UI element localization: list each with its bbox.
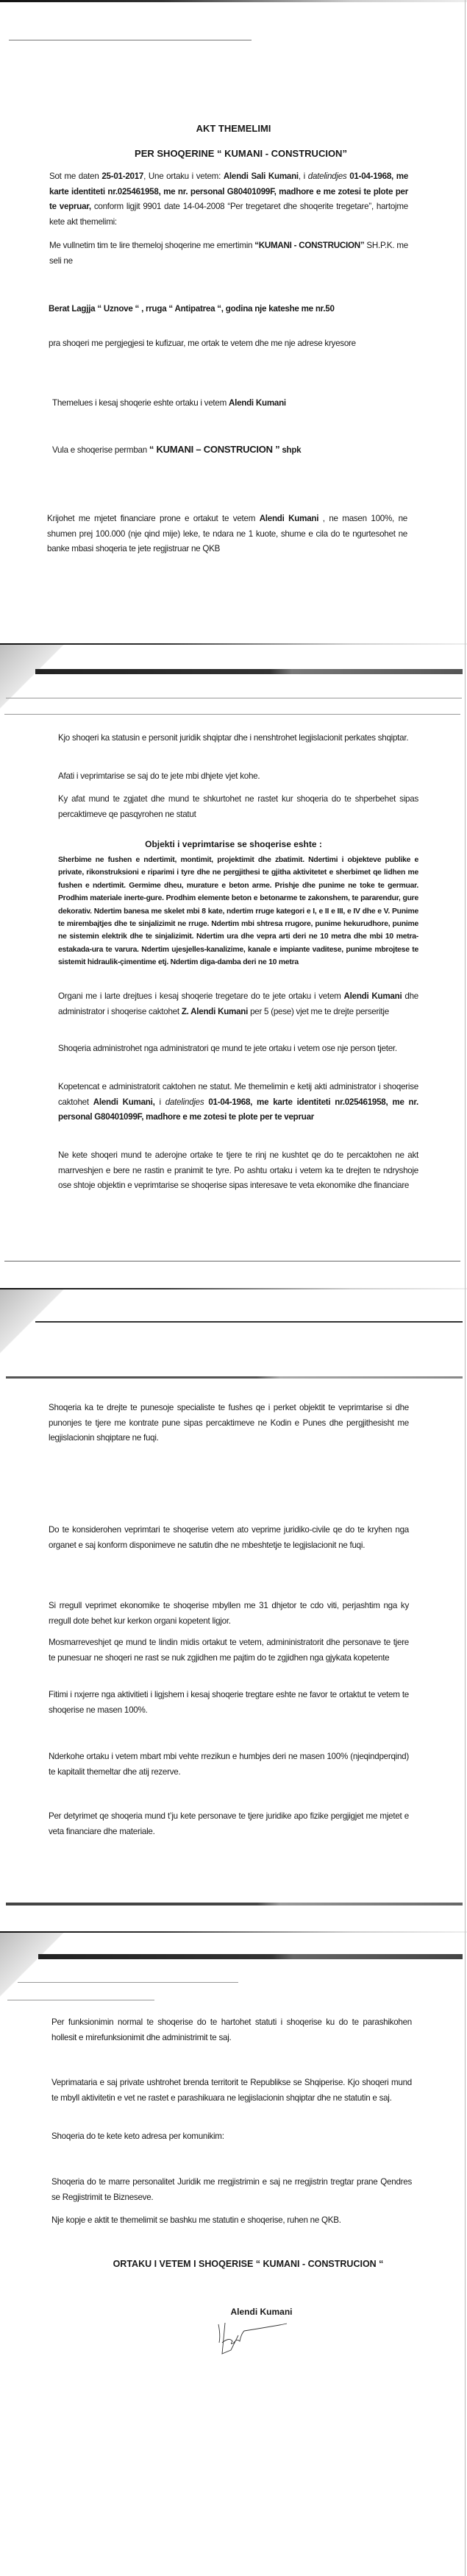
- text: Krijohet me mjetet financiare prone e ortakut te vetem: [47, 514, 260, 523]
- paragraph-addresses: Shoqeria do te kete keto adresa per komunikim:: [51, 2131, 224, 2141]
- scan-page-edge: [0, 1288, 467, 1289]
- paragraph-new-partners: Ne kete shoqeri mund te aderojne ortake te tjere te rinj ne kushtet qe do te percaktohen ne akt marrveshjen e bere ne rastin e pranimit te tyre. Po ashtu ortaku i vetem ka te drejten te ndryshoje ose shtoje objektin e veprimtarise se shoqerise sipas interesave te veta ekonomike dhe financiare: [58, 1150, 418, 1191]
- scan-right-edge: [465, 0, 466, 2576]
- scan-bar: [6, 1376, 463, 1379]
- scan-page-edge: [0, 0, 467, 2]
- scan-line: [4, 714, 460, 715]
- paragraph-founder: [52, 396, 405, 411]
- signature-icon: [215, 2321, 288, 2357]
- company-name: “KUMANI - CONSTRUCION”: [254, 241, 365, 250]
- text: per 5 (pese) vjet me te drejte perseritje: [248, 1006, 389, 1016]
- text: Me vullnetim tim te lire themeloj shoqerine me emertimin: [49, 241, 255, 250]
- text: Kopetencat e administratorit caktohen ne statut. Me themelimin e ketij akti administrator i shoqerise caktohet: [58, 1082, 418, 1107]
- text: dhe administrator i shoqerise caktohet: [58, 991, 418, 1016]
- signatory-name: Alendi Kumani: [230, 2307, 293, 2317]
- paragraph-seal: [52, 442, 405, 459]
- paragraph-copy: Nje kopje e aktit te themelimit se bashku me statutin e shoqerise, ruhen ne QKB.: [51, 2215, 341, 2225]
- paragraph-fiscal-year: Si rregull veprimet ekonomike te shoqerise mbyllen me 31 dhjetor te cdo viti, perjashtim nga ky rregull dote behet kur kerkon organi kopetent ligjor.: [49, 1601, 409, 1626]
- paragraph-preamble: [49, 169, 408, 230]
- text: , Une ortaku i vetem:: [143, 171, 224, 181]
- scan-bar: [38, 1954, 463, 1959]
- closing-title: ORTAKU I VETEM I SHOQERISE “ KUMANI - CONSTRUCION “: [113, 2259, 384, 2269]
- scan-line: [18, 1982, 238, 1983]
- paragraph-governing-organ: [58, 989, 418, 1019]
- page-title: AKT THEMELIMI: [196, 123, 271, 134]
- scan-line: [4, 1261, 460, 1262]
- object-heading: Objekti i veprimtarise se shoqerise eshte :: [145, 839, 322, 849]
- text: , ne masen 100%, ne shumen prej 100.000 (nje qind mije) leke, te ndara ne 1 kuote, shume e cila do te ngurtesohet ne banke mbasi shoqeria te jete regjistruar ne QKB: [47, 514, 407, 554]
- paragraph-disputes: Mosmarreveshjet qe mund te lindin midis ortakut te vetem, admininistratorit dhe personave te tjere te punesuar ne shoqeri ne rast se nuk zgjidhen me pajtim do te zgjidhen nga gjykata kopetente: [49, 1638, 409, 1663]
- administrator-id-details: 01-04-1968, me karte identiteti nr.025461958, me nr. personal G80401099F, madhore e me zotesi te plote per te vepruar: [58, 1097, 418, 1122]
- paragraph-duration-change: Ky afat mund te zgjatet dhe mund te shkurtohet ne rastet kur shoqeria do te shperbehet sipas percaktimeve qe pasqyrohen ne statut: [58, 794, 418, 819]
- paragraph-administration: Shoqeria administrohet nga administratori qe mund te jete ortaku i vetem ose nje person tjeter.: [58, 1044, 397, 1053]
- founding-date: 25-01-2017: [101, 171, 144, 181]
- text: Themelues i kesaj shoqerie eshte ortaku i vetem: [52, 398, 229, 408]
- founder-name: Alendi Sali Kumani: [223, 171, 299, 181]
- text: shpk: [279, 445, 302, 455]
- paragraph-administrator: [58, 1080, 418, 1125]
- paragraph-registration: Shoqeria do te marre personalitet Juridik me rregjistrimin e saj ne rregjistrin tregtar prane Qendres se Regjistrimit te Bizneseve.: [51, 2177, 412, 2202]
- text: , i: [298, 171, 308, 181]
- administrator-name: Alendi Kumani,: [93, 1097, 155, 1107]
- scan-folded-corner: [0, 1933, 66, 2006]
- paragraph-duration: Afati i veprimtarise se saj do te jete mbi dhjete vjet kohe.: [58, 771, 260, 781]
- text: SH.P.K. me seli ne: [49, 241, 408, 266]
- object-of-activity: Sherbime ne fushen e ndertimit, montimit, projektimit dhe zbatimit. Ndertimi i objekteve publike e private, rikonstruksioni e riparimi i tyre dhe ne pergjithesi te gjitha aktivitetet e sherbimet qe lidhen me fushen e ndertimit. Germime dheu, murature e beton arme. Prishje dhe punime ne toke te germuar. Prodhim materiale inerte-gure. Prodhim elemente beton e betonarme te zakonshem, te pararendur, gure dekorativ. Ndertim banesa me skelet mbi 8 kate, ndertim rruge kategori e I, e II e III, e IV dhe e V. Punime te mirembajtjes dhe te sinjalizimit ne rruge. Ndertim mbi shtresa rrugore, punime hekurudhore, punime ne sistemin elektrik dhe te sinjalizimit. Ndertim ura dhe vepra arti deri ne 10 metra dhe mbi 10 metra-estakada-ura te varura. Ndertim ujesjelles-kanalizime, kanale e impiante vaditese, punime mbrojtese te sistemit hidraulik-çimentime etj. Ndertim diga-damba deri ne 10 metra: [58, 856, 418, 967]
- text: Sot me daten: [49, 171, 102, 181]
- paragraph-territory: Veprimataria e saj private ushtrohet brenda territorit te Republikse se Shqiperise. Kjo shoqeri mund te mbyll aktivitetin e vet ne rastet e parashikuara ne legjislacionin shqiptar dhe ne statutin e saj.: [51, 2078, 412, 2103]
- scan-bar: [35, 669, 463, 674]
- paragraph-company-name: [49, 238, 408, 269]
- text: datelindjes: [307, 171, 347, 181]
- company-address: Berat Lagjja “ Uznove “ , rruga “ Antipatrea “, godina nje kateshe me nr.50: [49, 304, 335, 314]
- paragraph-activities: Do te konsiderohen veprimtari te shoqerise vetem ato veprime juridiko-civile qe do te kryhen nga organet e saj konform disponimeve ne satutin dhe ne mbeshtetje te legjislacionit ne fuqi.: [49, 1525, 409, 1550]
- paragraph-statute: Per funksionimin normal te shoqerise do te hartohet statuti i shoqerise ku do te parashikohen hollesit e mirefunksionimit dhe administrimit te saj.: [51, 2017, 412, 2042]
- text: i: [154, 1097, 165, 1107]
- founder-id-details: 01-04-1968, me karte identiteti nr.025461958, me nr. personal G80401099F, madhore e me zotesi te plote per te vepruar,: [49, 171, 409, 212]
- paragraph-obligations: Per detyrimet qe shoqeria mund t’ju kete personave te tjere juridike apo fizike pergjigjet me mjetet e veta financiare dhe materiale.: [49, 1811, 409, 1836]
- paragraph-company-type: pra shoqeri me pergjegjesi te kufizuar, me ortak te vetem dhe me nje adrese kryesore: [49, 339, 356, 348]
- scan-folded-corner: [0, 645, 66, 718]
- scan-bar: [6, 1903, 463, 1906]
- paragraph-risk: Nderkohe ortaku i vetem mbart mbi vehte rrezikun e humbjes deri ne masen 100% (njeqindperqind) te kapitalit themeltar dhe atij rezerve.: [49, 1752, 409, 1777]
- scan-page-edge: [0, 1931, 467, 1933]
- document-subtitle: PER SHOQERINE “ KUMANI - CONSTRUCION”: [135, 148, 347, 159]
- text: conform ligjit 9901 date 14-04-2008 “Per tregetaret dhe shoqerite tregetare”, hartojme kete akt themelimi:: [49, 202, 408, 227]
- paragraph-profit: Fitimi i nxjerre nga aktivitieti i ligjshem i kesaj shoqerie tregtare eshte ne favor te ortaktut te vetem te shoqerise ne masen 100%.: [49, 1690, 409, 1715]
- company-name: “ KUMANI – CONSTRUCION ”: [149, 444, 280, 455]
- scan-page-edge: [0, 643, 467, 645]
- text: datelindjes: [165, 1097, 204, 1107]
- founder-name: Alendi Kumani: [228, 398, 286, 408]
- text: Vula e shoqerise permban: [52, 445, 149, 455]
- text: Organi me i larte drejtues i kesaj shoqerie tregetare do te jete ortaku i vetem: [58, 991, 344, 1001]
- founder-name: Alendi Kumani: [259, 514, 319, 523]
- paragraph-capital: [47, 512, 407, 557]
- paragraph-legal-status: Kjo shoqeri ka statusin e personit juridik shqiptar dhe i nenshtrohet legjislacionit perkates shqiptar.: [58, 733, 409, 743]
- scan-folded-corner: [0, 1289, 66, 1363]
- administrator-name: Z. Alendi Kumani: [181, 1006, 249, 1016]
- founder-name: Alendi Kumani: [343, 991, 402, 1001]
- scan-bar: [35, 1321, 463, 1323]
- paragraph-employment: Shoqeria ka te drejte te punesoje specialiste te fushes qe i perket objektit te veprimtarise si dhe punonjes te tjere me kontrate pune sipas percaktimeve ne Kodin e Punes dhe pergjithesisht me legjislacionin shqiptare ne fuqi.: [49, 1403, 409, 1443]
